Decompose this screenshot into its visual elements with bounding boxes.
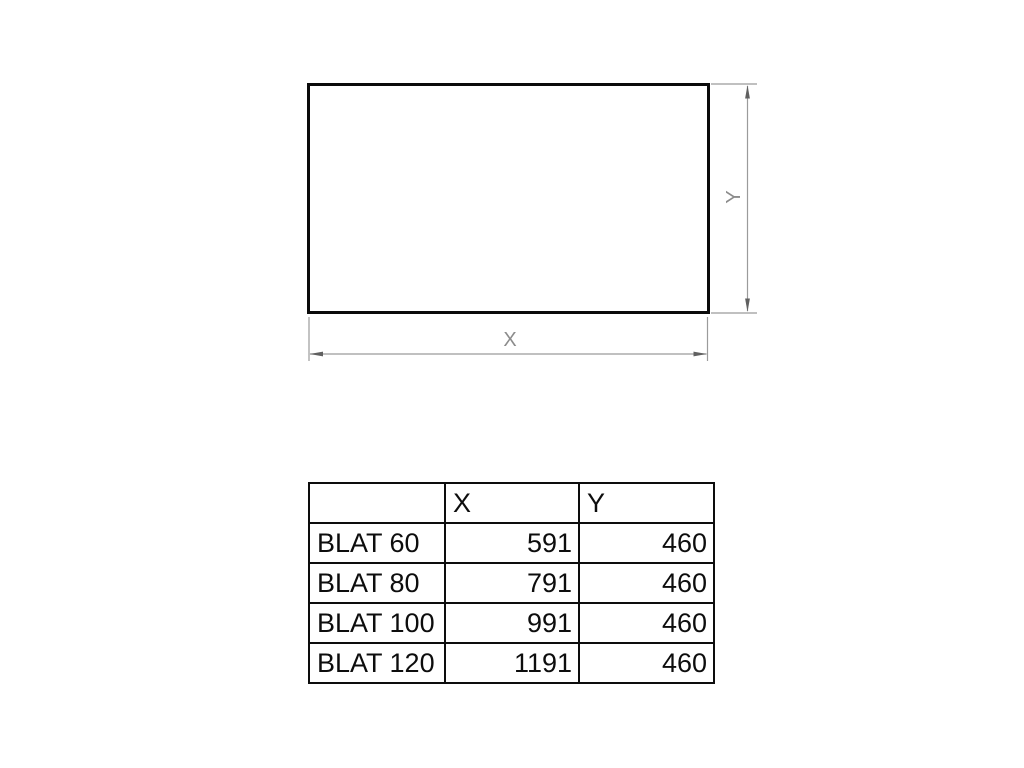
header-cell-y: Y: [579, 483, 714, 523]
row-y-value: 460: [579, 603, 714, 643]
row-label: BLAT 100: [309, 603, 445, 643]
row-y-value: 460: [579, 563, 714, 603]
x-dimension-label: X: [503, 329, 517, 351]
header-cell-x: X: [445, 483, 579, 523]
row-label: BLAT 60: [309, 523, 445, 563]
size-table: [308, 482, 715, 684]
table-row-blat-120: [309, 643, 714, 683]
x-arrow-right-icon: [694, 352, 708, 357]
table-row-blat-100: [309, 603, 714, 643]
row-x-value: 1191: [445, 643, 579, 683]
row-y-value: 460: [579, 523, 714, 563]
y-dimension-label: Y: [723, 190, 745, 204]
y-arrow-down-icon: [745, 299, 750, 313]
row-x-value: 591: [445, 523, 579, 563]
row-x-value: 791: [445, 563, 579, 603]
table-header-row: [309, 483, 714, 523]
header-cell-product: [309, 483, 445, 523]
y-arrow-up-icon: [745, 85, 750, 99]
x-arrow-left-icon: [310, 352, 324, 357]
row-x-value: 991: [445, 603, 579, 643]
row-y-value: 460: [579, 643, 714, 683]
panel-outline-rectangle: [307, 83, 710, 314]
row-label: BLAT 80: [309, 563, 445, 603]
table-row-blat-80: [309, 563, 714, 603]
table-row-blat-60: [309, 523, 714, 563]
row-label: BLAT 120: [309, 643, 445, 683]
